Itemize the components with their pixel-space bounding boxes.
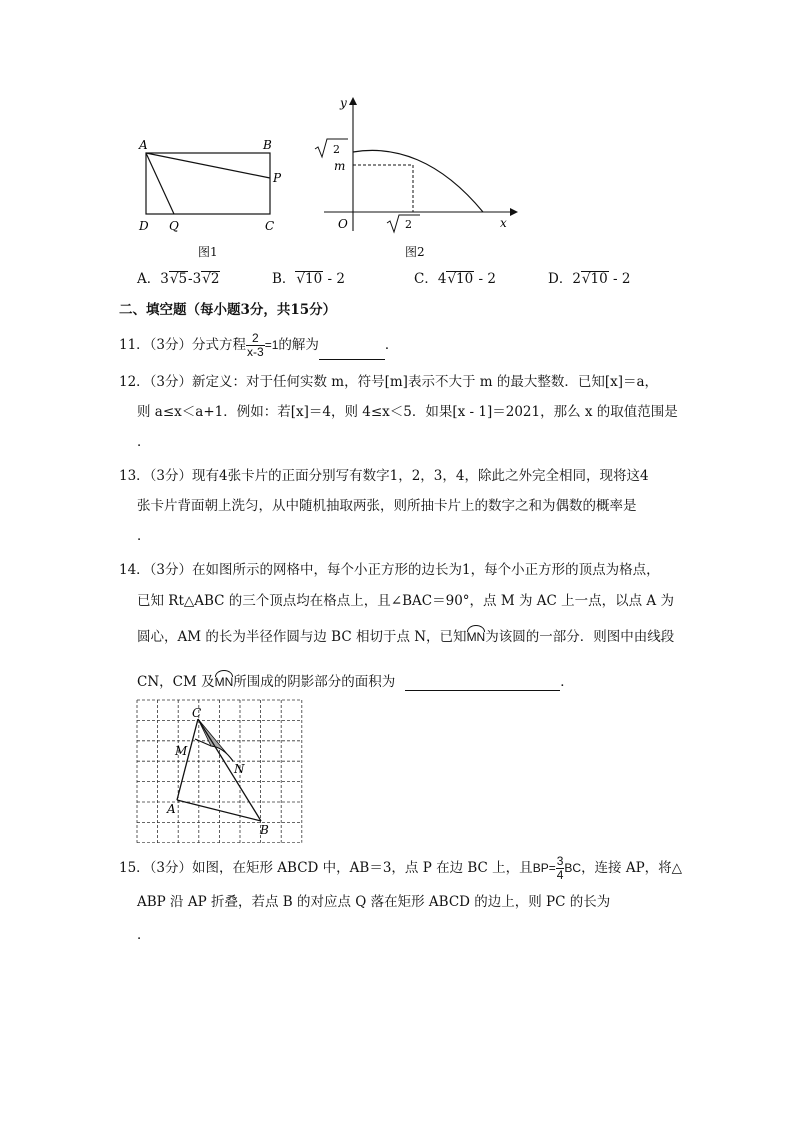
q14-label-a: A — [167, 802, 176, 816]
q15-line-1a: 15．（3分）如图，在矩形 ABCD 中，AB＝3，点 P 在边 BC 上，且 — [119, 860, 533, 876]
figure-1-rectangle — [130, 135, 290, 235]
section-2-heading: 二、填空题（每小题3分，共15分） — [119, 302, 337, 318]
q15-line-3: ． — [137, 927, 151, 943]
fig2-label-x: x — [500, 216, 507, 230]
option-b-radical: √10 — [296, 271, 323, 287]
option-b-label: B． — [272, 271, 296, 287]
q13-line-2: 张卡片背面朝上洗匀，从中随机抽取两张，则所抽卡片上的数字之和为偶数的概率是 — [137, 498, 637, 514]
segment-aq — [146, 153, 174, 214]
figure-2-caption: 图2 — [405, 245, 425, 259]
sqrt-sign-x — [387, 215, 420, 232]
option-b-radicand: 10 — [305, 271, 323, 287]
figure-2-graph — [310, 95, 520, 240]
fig1-label-a: A — [139, 138, 148, 152]
arc-mn-symbol-2: MN — [215, 670, 234, 691]
option-c-tail: - 2 — [474, 271, 496, 287]
q10-option-c[interactable] — [414, 270, 496, 288]
dashed-grid — [137, 700, 302, 843]
q10-option-a[interactable] — [137, 270, 220, 288]
option-c-radicand: 10 — [456, 271, 474, 287]
arc-mn-symbol: MN — [467, 625, 486, 646]
q15-bc: BC — [564, 861, 582, 875]
fig2-label-m: m — [334, 159, 346, 173]
q13-line-3: ． — [137, 528, 151, 544]
fig2-label-sqrt2-x: 2 — [405, 218, 412, 231]
q11-tail: 的解为 — [278, 337, 319, 353]
q11-eq: =1 — [264, 338, 279, 352]
option-d-tail: - 2 — [608, 271, 631, 287]
q14-grid-figure — [135, 698, 305, 843]
option-b-tail: - 2 — [323, 271, 345, 287]
option-c-radical: √10 — [447, 271, 474, 287]
q14-line-3a: 圆心，AM 的长为半径作圆与边 BC 相切于点 N，已知 — [137, 629, 467, 645]
q11-frac-num: 2 — [246, 332, 265, 346]
q14-label-b: B — [260, 823, 269, 837]
option-a-coef: 3 — [160, 271, 169, 287]
q11-answer-blank[interactable] — [319, 341, 385, 360]
q11-text: 11．（3分）分式方程 — [119, 337, 247, 353]
q15-line-1 — [119, 853, 682, 883]
segment-cb — [198, 719, 261, 821]
q14-line-4b: 所围成的阴影部分的面积为 — [233, 674, 396, 690]
y-axis-arrow — [349, 97, 357, 105]
q14-line-3b: 为该圆的一部分．则图中由线段 — [485, 629, 675, 645]
option-c-coef: 4 — [437, 271, 447, 287]
x-axis-arrow — [510, 208, 518, 216]
q11-end: ． — [384, 337, 399, 353]
q14-line-2: 已知 Rt△ABC 的三个顶点均在格点上，且∠BAC＝90°，点 M 为 AC 上一点，以点 A 为 — [137, 593, 674, 609]
function-curve — [353, 150, 483, 212]
option-d-label: D． — [548, 271, 573, 287]
q14-label-c: C — [192, 706, 202, 720]
q15-frac-den: 4 — [556, 868, 564, 882]
q12-line-3: ． — [137, 434, 151, 450]
q14-label-m: M — [175, 744, 188, 758]
fig1-label-b: B — [263, 138, 272, 152]
option-a-radical-1: √5 — [169, 271, 188, 287]
q13-line-1: 13．（3分）现有4张卡片的正面分别写有数字1，2，3，4，除此之外完全相同，现将这4 — [119, 468, 649, 484]
option-c-label: C． — [414, 271, 438, 287]
q15-bp: BP= — [532, 861, 556, 875]
q14-label-n: N — [234, 762, 245, 776]
fig2-label-o: O — [338, 217, 348, 231]
fig2-label-y: y — [340, 96, 347, 110]
q10-option-b[interactable] — [272, 270, 345, 288]
option-a-mid: -3 — [188, 271, 202, 287]
sqrt-sign-y — [315, 139, 348, 157]
segment-ac — [177, 719, 198, 800]
option-a-radicand-2: 2 — [210, 271, 220, 287]
option-d-radicand: 10 — [590, 271, 608, 287]
q10-option-d[interactable] — [548, 270, 630, 288]
q14-line-1: 14．（3分）在如图所示的网格中，每个小正方形的边长为1，每个小正方形的顶点为格点， — [119, 562, 660, 578]
q14-line-4c: ． — [560, 674, 574, 690]
q11 — [119, 330, 398, 360]
q14-line-3 — [137, 625, 674, 646]
q14-answer-blank[interactable] — [405, 672, 560, 691]
q12-line-2: 则 a≤x＜a+1．例如：若[x]＝4，则 4≤x＜5．如果[x - 1]＝2021，那么 x 的取值范围是 — [137, 404, 678, 420]
fig1-label-d: D — [139, 219, 149, 233]
figure-1-caption: 图1 — [198, 245, 218, 259]
option-a-radicand-1: 5 — [178, 271, 188, 287]
rect-abcd — [146, 153, 270, 214]
q15-line-1b: ，连接 AP，将△ — [581, 860, 683, 876]
q14-line-4a: CN，CM 及 — [137, 674, 215, 690]
fig1-label-q: Q — [169, 219, 179, 233]
fig1-label-c: C — [265, 219, 275, 233]
fig2-label-sqrt2-y: 2 — [333, 143, 340, 156]
q12-line-1: 12．（3分）新定义：对于任何实数 m，符号[m]表示不大于 m 的最大整数．已知[x]＝a， — [119, 374, 659, 390]
option-a-radical-2: √2 — [202, 271, 220, 287]
segment-ap — [146, 153, 270, 178]
option-d-coef: 2 — [572, 271, 581, 287]
q15-frac-num: 3 — [556, 854, 564, 868]
q15-line-2: ABP 沿 AP 折叠，若点 B 的对应点 Q 落在矩形 ABCD 的边上，则 PC 的长为 — [137, 894, 611, 910]
q11-fraction — [246, 332, 265, 359]
fig1-label-p: P — [273, 171, 282, 185]
q11-frac-den: x-3 — [247, 345, 264, 359]
option-a-label: A． — [137, 271, 161, 287]
q14-line-4 — [137, 670, 574, 691]
option-d-radical: √10 — [581, 271, 608, 287]
